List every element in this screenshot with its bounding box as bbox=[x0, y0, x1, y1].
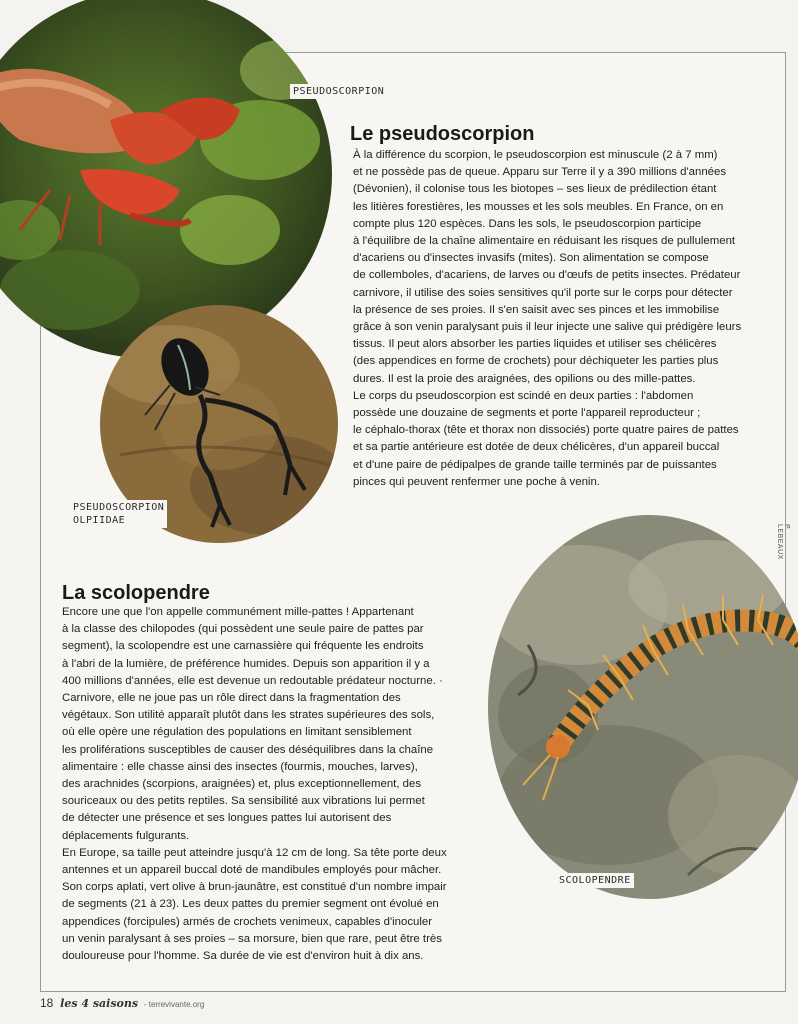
text-line: à l'équilibre de la chaîne alimentaire en réduisant les risques de pullulement bbox=[353, 235, 736, 248]
text-line: pinces qui peuvent renfermer une poche à venin. bbox=[353, 475, 600, 488]
photo-credit: P. LEBEAUX bbox=[776, 524, 790, 560]
text-line: les litières forestières, les mousses et les sols meubles. En France, on en bbox=[353, 200, 724, 213]
text-line: Carnivore, elle ne joue pas un rôle direct dans la fragmentation des bbox=[62, 692, 401, 705]
pseudoscorpion-caption: PSEUDOSCORPION bbox=[290, 84, 387, 99]
scolopendre-body-text bbox=[62, 604, 447, 965]
text-line: (des appendices en forme de crochets) pour déchiqueter les parties plus bbox=[353, 355, 719, 368]
text-line: de détecter une présence et ses longues pattes lui autorisent des bbox=[62, 812, 392, 825]
text-line: et d'une paire de pédipalpes de grande taille terminés par de puissantes bbox=[353, 458, 717, 471]
text-line: où elle opère une régulation des populations en limitant sensiblement bbox=[62, 726, 412, 739]
text-line: d'acariens ou d'insectes invasifs (mites). Son alimentation se compose bbox=[353, 252, 709, 265]
text-line: le céphalo-thorax (tête et thorax non dissociés) porte quatre paires de pattes bbox=[353, 424, 739, 437]
text-line: végétaux. Son utilité apparaît plutôt dans les strates supérieures des sols, bbox=[62, 709, 435, 722]
text-line: À la différence du scorpion, le pseudoscorpion est minuscule (2 à 7 mm) bbox=[353, 149, 718, 161]
text-line: à l'abri de la lumière, de préférence humides. Depuis son apparition il y a bbox=[62, 657, 430, 670]
scolopendre-caption: SCOLOPENDRE bbox=[556, 873, 634, 888]
text-line: Le corps du pseudoscorpion est scindé en deux parties : l'abdomen bbox=[353, 389, 694, 402]
text-line: un venin paralysant à ses proies – sa morsure, bien que rare, peut être très bbox=[62, 932, 442, 945]
olpiidae-caption bbox=[70, 500, 167, 528]
text-line: les proliférations susceptibles de causer des déséquilibres dans la chaîne bbox=[62, 743, 434, 756]
text-line: la présence de ses proies. Il s'en saisit avec ses pinces et les immobilise bbox=[353, 303, 720, 316]
text-line: de segments (21 à 23). Les deux pattes du premier segment ont évolué en bbox=[62, 898, 439, 911]
text-line: tissus. Il peut alors absorber les parties liquides et utiliser ses chélicères bbox=[353, 338, 717, 351]
text-line: alimentaire : elle chasse ainsi des insectes (fourmis, mouches, larves), bbox=[62, 760, 418, 773]
text-line: compte plus 120 espèces. Dans les sols, le pseudoscorpion participe bbox=[353, 217, 702, 230]
text-line: de collemboles, d'acariens, de larves ou d'œufs de petits insectes. Prédateur bbox=[353, 269, 741, 282]
magazine-name: les 4 saisons bbox=[60, 997, 139, 1010]
section-title-scolopendre: La scolopendre bbox=[62, 582, 210, 604]
page-number: 18 bbox=[40, 996, 54, 1010]
text-line: déplacements fulgurants. bbox=[62, 829, 190, 842]
page-footer bbox=[40, 996, 204, 1010]
text-line: segment), la scolopendre est une carnassière qui fréquente les endroits bbox=[62, 640, 424, 653]
text-line: souriceaux ou des petits reptiles. Sa sensibilité aux vibrations lui permet bbox=[62, 795, 425, 808]
olpiidae-caption-line2: OLPIIDAE bbox=[73, 515, 126, 526]
scolopendre-photo bbox=[488, 515, 798, 899]
text-line: dures. Il est la proie des araignées, des opilions ou des mille-pattes. bbox=[353, 372, 696, 385]
text-line: antennes et un appareil buccal doté de mandibules employés pour mâcher. bbox=[62, 864, 442, 877]
text-line: à la classe des chilopodes (qui possèdent une seule paire de pattes par bbox=[62, 623, 424, 636]
text-line: Son corps aplati, vert olive à brun-jaunâtre, est constitué d'un nombre impair bbox=[62, 881, 447, 894]
text-line: et ne possède pas de queue. Apparu sur Terre il y a 390 millions d'années bbox=[353, 166, 727, 179]
olpiidae-caption-line1: PSEUDOSCORPION bbox=[73, 502, 165, 513]
text-line: Encore une que l'on appelle communément mille-pattes ! Appartenant bbox=[62, 606, 414, 618]
text-line: (Dévonien), il colonise tous les biotopes – ses lieux de prédilection étant bbox=[353, 183, 717, 196]
text-line: douloureuse pour l'homme. Sa durée de vie est d'environ huit à dix ans. bbox=[62, 950, 424, 963]
text-line: des arachnides (scorpions, araignées) et, plus exceptionnellement, des bbox=[62, 778, 422, 791]
text-line: 400 millions d'années, elle est devenue un redoutable prédateur nocturne. · bbox=[62, 674, 443, 687]
text-line: En Europe, sa taille peut atteindre jusqu'à 12 cm de long. Sa tête porte deux bbox=[62, 846, 447, 859]
section-title-pseudoscorpion: Le pseudoscorpion bbox=[350, 123, 535, 145]
pseudoscorpion-body-text bbox=[353, 147, 741, 491]
text-line: appendices (forcipules) armés de crochets venimeux, capables d'inoculer bbox=[62, 915, 433, 928]
text-line: carnivore, il utilise des soies sensitives qu'il porte sur le corps pour détecter bbox=[353, 286, 733, 299]
text-line: et sa partie antérieure est dotée de deux chélicères, d'un appareil buccal bbox=[353, 441, 720, 454]
magazine-url: - terrevivante.org bbox=[143, 1000, 205, 1009]
text-line: possède une douzaine de segments et porte l'appareil reproducteur ; bbox=[353, 407, 701, 420]
text-line: grâce à son venin paralysant puis il leur injecte une salive qui prédigère leurs bbox=[353, 321, 742, 334]
